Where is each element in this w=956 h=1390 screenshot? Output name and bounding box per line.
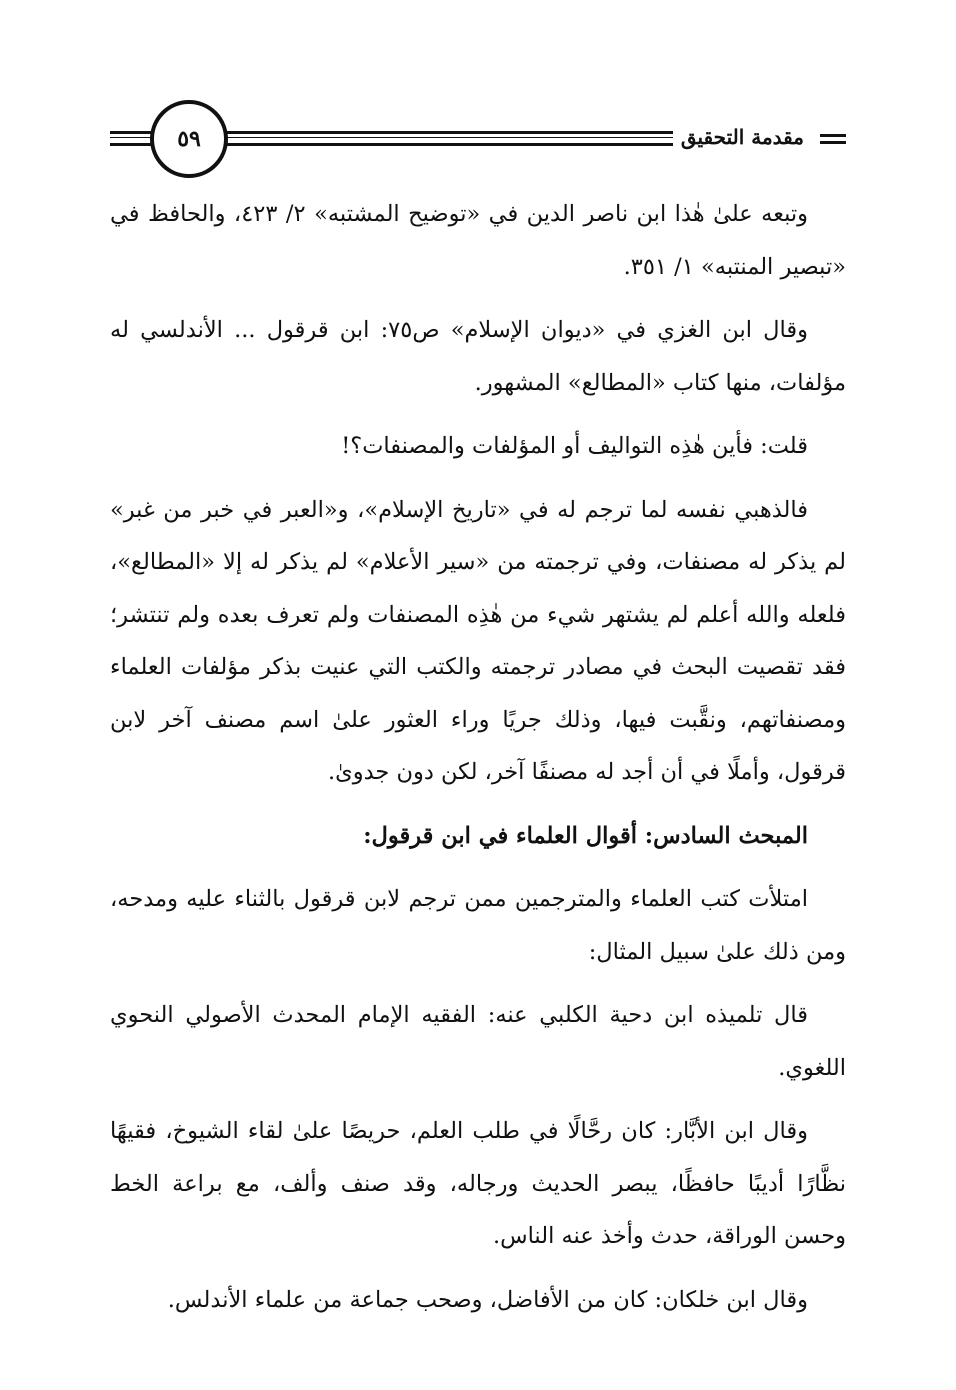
section-heading: المبحث السادس: أقوال العلماء في ابن قرقول:: [363, 822, 808, 849]
body-text: [110, 188, 846, 1337]
page-number-badge: [150, 100, 228, 178]
paragraph: وقال ابن الغزي في «ديوان الإسلام» ص٧٥: ابن قرقول ... الأندلسي له مؤلفات، منها كتاب «المطالع» المشهور.: [110, 317, 846, 396]
header-rule-end: [820, 141, 846, 144]
paragraph: قلت: فأين هٰذِه التواليف أو المؤلفات والمصنفات؟!: [341, 433, 808, 459]
paragraph: امتلأت كتب العلماء والمترجمين ممن ترجم لابن قرقول بالثناء عليه ومدحه، ومن ذلك علىٰ سبيل المثال:: [110, 886, 846, 965]
paragraph: فالذهبي نفسه لما ترجم له في «تاريخ الإسلام»، و«العبر في خبر من غبر» لم يذكر له مصنفات، وفي ترجمته من «سير الأعلام» لم يذكر له إلا «المطالع»، فلعله والله أعلم لم يشتهر شيء من هٰذِه المصنفات ولم تعرف بعده ولم تنتشر؛ فقد تقصيت البحث في مصادر ترجمته والكتب التي عنيت بذكر مؤلفات العلماء ومصنفاتهم، ونقَّبت فيها، وذلك جريًا وراء العثور علىٰ اسم مصنف آخر لابن قرقول، وأملًا في أن أجد له مصنفًا آخر، لكن دون جدوىٰ.: [110, 496, 846, 785]
paragraph: وقال ابن خلكان: كان من الأفاضل، وصحب جماعة من علماء الأندلس.: [167, 1286, 808, 1313]
running-title: مقدمة التحقيق: [673, 122, 812, 152]
paragraph: قال تلميذه ابن دحية الكلبي عنه: الفقيه الإمام المحدث الأصولي النحوي اللغوي.: [110, 1002, 846, 1081]
paragraph: وتبعه علىٰ هٰذا ابن ناصر الدين في «توضيح المشتبه» ٢/ ٤٢٣، والحافظ في «تبصير المنتبه» ١/ ٣٥١.: [110, 201, 846, 280]
paragraph: وقال ابن الأبَّار: كان رحَّالًا في طلب العلم، حريصًا علىٰ لقاء الشيوخ، فقيهًا نظَّارًا أديبًا حافظًا، يبصر الحديث ورجاله، وقد صنف وألف، مع براعة الخط وحسن الوراقة، حدث وأخذ عنه الناس.: [110, 1118, 846, 1249]
page-number: ٥٩: [177, 126, 201, 152]
header-rule-end: [820, 134, 846, 137]
page-header: [110, 96, 846, 180]
